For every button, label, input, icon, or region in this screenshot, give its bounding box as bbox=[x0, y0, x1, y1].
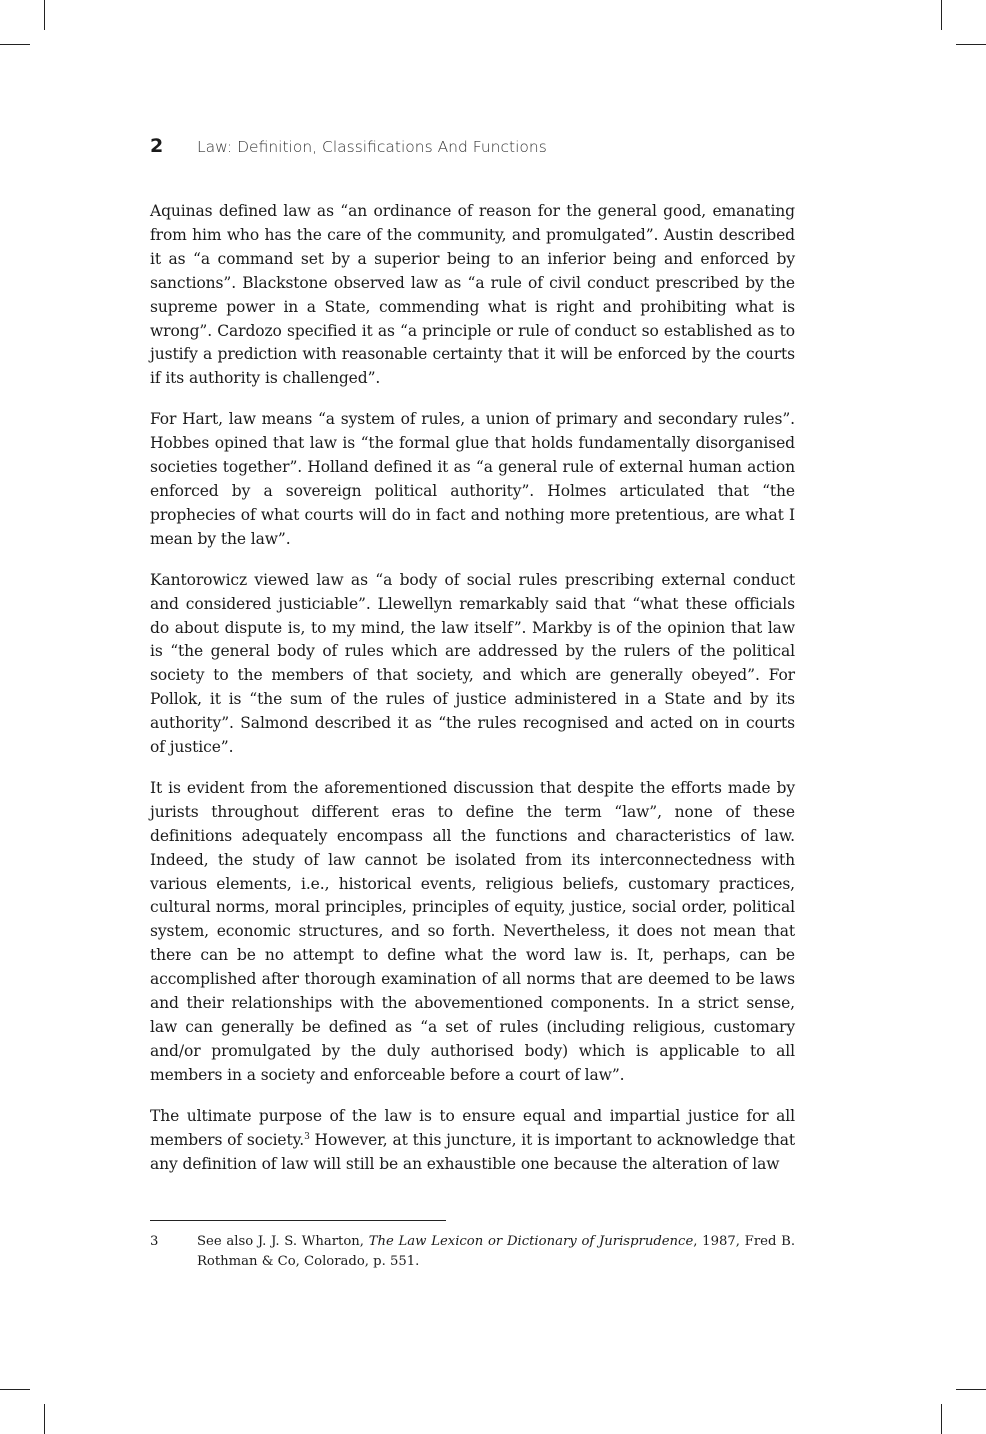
paragraph-with-note bbox=[150, 1105, 795, 1177]
paragraph: Kantorowicz viewed law as “a body of social rules prescribing external conduct and considered justiciable”. Llewellyn remarkably said that “what these officials do about dispute is, to my mind, the law itself”. Markby is of the opinion that law is “the general body of rules which are addressed by the rulers of the political society to the members of that society, and which are generally obeyed”. For Pollok, it is “the sum of the rules of justice administered in a State and by its authority”. Salmond described it as “the rules recognised and acted on in courts of justice”. bbox=[150, 570, 795, 757]
page-header bbox=[150, 135, 795, 157]
paragraph-text: The ultimate purpose of the law is to ensure equal and impartial justice for all members of society. bbox=[150, 1106, 795, 1149]
paragraph-text: However, at this juncture, it is important to acknowledge that any definition of law will still be an exhaustible one because the alteration of law bbox=[150, 1130, 795, 1173]
paragraph: It is evident from the aforementioned discussion that despite the efforts made by jurists throughout different eras to define the term “law”, none of these definitions adequately encompass all the functions and characteristics of law. Indeed, the study of law cannot be isolated from its interconnectedness with various elements, i.e., historical events, religious beliefs, customary practices, cultural norms, moral principles, principles of equity, justice, social order, political system, economic structures, and so forth. Nevertheless, it does not mean that there can be no attempt to define what the word law is. It, perhaps, can be accomplished after thorough examination of all norms that are deemed to be laws and their relationships with the abovementioned components. In a strict sense, law can generally be defined as “a set of rules (including religious, customary and/or promulgated by the duly authorised body) which is applicable to all members in a society and enforceable before a court of law”. bbox=[150, 778, 795, 1084]
crop-mark-top-right-vertical bbox=[941, 0, 942, 30]
footnote bbox=[150, 1232, 795, 1272]
paragraph: Aquinas defined law as “an ordinance of reason for the general good, emanating from him who has the care of the community, and promulgated”. Austin described it as “a command set by a superior being to an inferior being and enforced by sanctions”. Blackstone observed law as “a rule of civil conduct prescribed by the supreme power in a State, commending what is right and prohibiting what is wrong”. Cardozo specified it as “a principle or rule of conduct so established as to justify a prediction with reasonable certainty that it will be enforced by the courts if its authority is challenged”. bbox=[150, 202, 795, 388]
footnote-number: 3 bbox=[150, 1234, 159, 1249]
page-number: 2 bbox=[150, 135, 164, 157]
crop-mark-bottom-left-vertical bbox=[44, 1404, 45, 1434]
footnote-text bbox=[197, 1232, 795, 1272]
running-title: Law: Definition, Classifications And Functions bbox=[197, 138, 547, 156]
footnote-book-title: The Law Lexicon or Dictionary of Jurisprudence bbox=[368, 1234, 694, 1249]
crop-mark-bottom-right-vertical bbox=[941, 1404, 942, 1434]
paragraph: For Hart, law means “a system of rules, a union of primary and secondary rules”. Hobbes opined that law is “the formal glue that holds fundamentally disorganised societies together”. Holland defined it as “a general rule of external human action enforced by a sovereign political authority”. Holmes articulated that “the prophecies of what courts will do in fact and nothing more pretentious, are what I mean by the law”. bbox=[150, 410, 795, 548]
footnote-suffix: , 1987, Fred B. Rothman & Co, Colorado, p. 551. bbox=[197, 1234, 796, 1269]
footnote-reference[interactable]: 3 bbox=[304, 1131, 310, 1142]
crop-mark-top-right-horizontal bbox=[956, 44, 986, 45]
footnote-prefix: See also J. J. S. Wharton, bbox=[197, 1234, 369, 1249]
crop-mark-bottom-right-horizontal bbox=[956, 1389, 986, 1390]
crop-mark-top-left-horizontal bbox=[0, 44, 30, 45]
crop-mark-top-left-vertical bbox=[44, 0, 45, 30]
crop-mark-bottom-left-horizontal bbox=[0, 1389, 30, 1390]
body-text bbox=[150, 200, 795, 1193]
footnote-separator bbox=[150, 1220, 446, 1221]
